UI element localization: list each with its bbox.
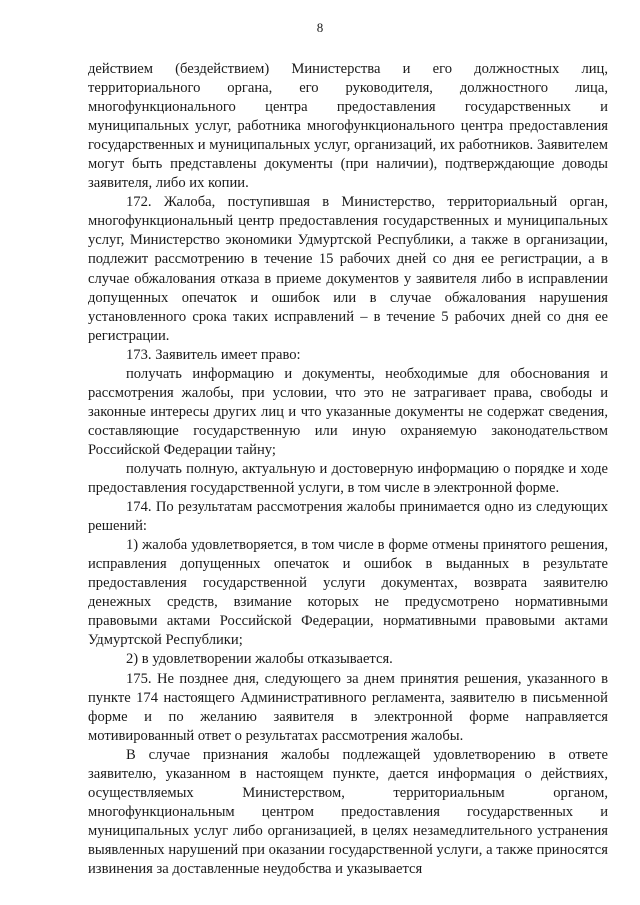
paragraph: 175. Не позднее дня, следующего за днем принятия решения, указанного в пункте 174 настоящего Административного регламента, заявителю в письменной форме и по желанию заявителя в электронной форме направляется мотивированный ответ о результатах рассмотрения жалобы.	[88, 670, 608, 744]
paragraph: получать информацию и документы, необходимые для обоснования и рассмотрения жалобы, при условии, что это не затрагивает права, свободы и законные интересы других лиц и что указанные документы не содержат сведения, составляющие государственную или иную охраняемую законодательством Российской Федерации тайну;	[88, 365, 608, 458]
paragraph: получать полную, актуальную и достоверную информацию о порядке и ходе предоставления государственной услуги, в том числе в электронной форме.	[88, 460, 608, 497]
page-number: 8	[316, 20, 324, 35]
paragraph: действием (бездействием) Министерства и его должностных лиц, территориального органа, его руководителя, должностного лица, многофункционального центра предоставления государственных и муниципальных услуг, работника многофункционального центра предоставления государственных и муниципальных услуг, организаций, их работников. Заявителем могут быть представлены документы (при наличии), подтверждающие доводы заявителя, либо их копии.	[88, 61, 608, 192]
paragraph: 174. По результатам рассмотрения жалобы принимается одно из следующих решений:	[88, 499, 608, 535]
paragraph: 1) жалоба удовлетворяется, в том числе в форме отмены принятого решения, исправления допущенных опечаток и ошибок в выданных в результате предоставления государственной услуги документах, возврата заявителю денежных средств, взимание которых не предусмотрено нормативными правовыми актами Российской Федерации, нормативными правовыми актами Удмуртской Республики;	[88, 537, 608, 649]
paragraph: 173. Заявитель имеет право:	[126, 346, 301, 363]
paragraph: 172. Жалоба, поступившая в Министерство, территориальный орган, многофункциональный центр предоставления государственных и муниципальных услуг, Министерство экономики Удмуртской Республики, а также в организации, подлежит рассмотрению в течение 15 рабочих дней со дня ее регистрации, а в случае обжалования отказа в приеме документов у заявителя либо в исправлении допущенных опечаток и ошибок или в случае обжалования нарушения установленного срока таких исправлений – в течение 5 рабочих дней со дня ее регистрации.	[88, 194, 608, 344]
document-body	[88, 60, 608, 879]
paragraph: В случае признания жалобы подлежащей удовлетворению в ответе заявителю, указанном в настоящем пункте, дается информация о действиях, осуществляемых Министерством, территориальным органом, многофункциональным центром предоставления государственных и муниципальных услуг либо организацией, в целях незамедлительного устранения выявленных нарушений при оказании государственной услуги, а также приносятся извинения за доставленные неудобства и указывается	[88, 746, 608, 877]
paragraph: 2) в удовлетворении жалобы отказывается.	[126, 651, 393, 668]
